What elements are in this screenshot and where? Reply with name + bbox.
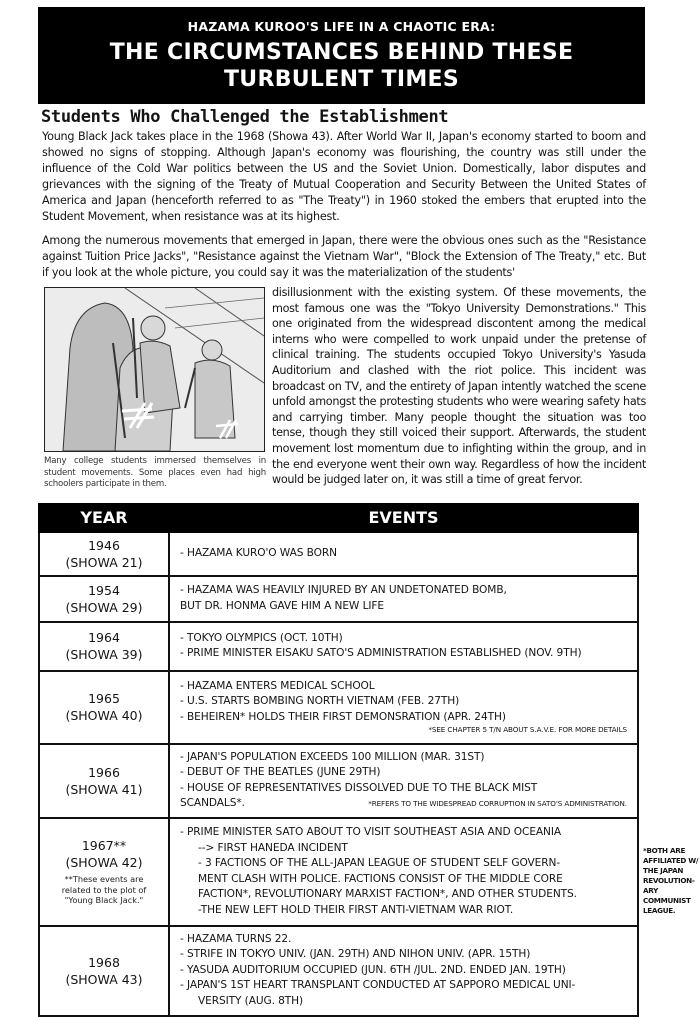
event-item: - HAZAMA TURNS 22. xyxy=(180,932,292,945)
event-item-continued xyxy=(180,796,627,812)
timeline-row xyxy=(39,926,638,1016)
event-item: - TOKYO OLYMPICS (OCT. 10TH) xyxy=(180,631,343,644)
event-item: - BEHEIREN* HOLDS THEIR FIRST DEMONSRATION (APR. 24TH) xyxy=(180,710,506,723)
timeline-row xyxy=(39,532,638,576)
event-item: - 3 FACTIONS OF THE ALL-JAPAN LEAGUE OF STUDENT SELF GOVERN- xyxy=(198,857,561,869)
event-item: BUT DR. HONMA GAVE HIM A NEW LIFE xyxy=(180,599,384,612)
event-item: --> FIRST HANEDA INCIDENT xyxy=(198,841,348,854)
protesting-students-drawing xyxy=(45,288,264,451)
year-value: 1965 xyxy=(88,691,120,706)
timeline-section xyxy=(38,503,700,1017)
year-value: 1954 xyxy=(88,582,120,598)
events-cell xyxy=(169,926,638,1016)
event-item: -THE NEW LEFT HOLD THEIR FIRST ANTI-VIETNAM WAR RIOT. xyxy=(198,903,514,916)
year-value: 1968 xyxy=(88,954,120,970)
event-item: - U.S. STARTS BOMBING NORTH VIETNAM (FEB. 27TH) xyxy=(180,695,460,708)
year-column-header: YEAR xyxy=(39,504,169,532)
showa-era: (SHOWA 40) xyxy=(65,708,143,723)
events-column-header: EVENTS xyxy=(169,504,638,532)
timeline-row xyxy=(39,744,638,818)
year-footnote: **These events are related to the plot of "Young Black Jack." xyxy=(61,874,147,906)
timeline-row xyxy=(39,622,638,671)
article-paragraph-1: Young Black Jack takes place in the 1968 (Showa 43). After World War II, Japan's economy started to boom and showed no signs of stopping. Although Japan's economy was flourishing, the country was still under the influence of the Cold War politics between the US and the Soviet Union. Domestically, labor disputes and grievances with the signing of the Treaty of Mutual Cooperation and Security Between the United States of America and Japan (henceforth referred to as "The Treaty") in 1960 stoked the embers that erupted into the Student Movement, when resistance was at its highest. xyxy=(42,130,646,223)
timeline-table xyxy=(38,503,639,1017)
timeline-row xyxy=(39,576,638,622)
year-cell xyxy=(39,576,169,622)
event-item: FACTION*, REVOLUTIONARY MARXIST FACTION*, AND OTHER STUDENTS. xyxy=(198,888,577,900)
events-cell xyxy=(169,818,638,926)
figure-caption: Many college students immersed themselves in student movements. Some places even had high schoolers participate in them. xyxy=(44,456,266,489)
year-cell xyxy=(39,926,169,1016)
event-item: VERSITY (AUG. 8TH) xyxy=(198,994,304,1007)
year-cell xyxy=(39,532,169,576)
events-cell xyxy=(169,576,638,622)
article-paragraph-3: disillusionment with the existing system. Of these movements, the most famous one was the "Tokyo University Demonstrations." This one originated from the widespread discontent among the medical interns who were compelled to work unpaid under the pretense of clinical training. The students occupied Tokyo University's Yasuda Auditorium and clashed with the riot police. This incident was broadcast on TV, and the entirety of Japan intently watched the scene unfold amongst the protesting students who were wearing safety hats and carrying timber. Many people thought the situation was too tense, though they still voiced their support. Afterwards, the student movement lost momentum due to infighting within the group, and in the end everyone went their own way. Regardless of how the incident would be judged later on, it was still a time of great fervor. xyxy=(272,286,646,487)
showa-era: (SHOWA 42) xyxy=(65,855,143,871)
timeline-header-row xyxy=(39,504,638,532)
event-item: - JAPAN'S POPULATION EXCEEDS 100 MILLION (MAR. 31ST) xyxy=(180,750,485,763)
event-item: - JAPAN'S 1ST HEART TRANSPLANT CONDUCTED AT SAPPORO MEDICAL UNI- xyxy=(180,979,576,992)
banner-subtitle: HAZAMA KUROO'S LIFE IN A CHAOTIC ERA: xyxy=(187,19,496,34)
year-value: 1964 xyxy=(88,630,120,645)
year-cell xyxy=(39,818,169,926)
figure-block xyxy=(44,287,266,491)
showa-era: (SHOWA 43) xyxy=(65,971,143,987)
row-footnote: *REFERS TO THE WIDESPREAD CORRUPTION IN SATO'S ADMINISTRATION. xyxy=(368,799,627,808)
manga-panel-illustration xyxy=(44,287,265,452)
year-cell xyxy=(39,671,169,744)
timeline-row xyxy=(39,671,638,744)
event-text: SCANDALS*. xyxy=(180,797,245,809)
event-item: - YASUDA AUDITORIUM OCCUPIED (JUN. 6TH /JUL. 2ND. ENDED JAN. 19TH) xyxy=(180,963,566,976)
year-cell xyxy=(39,622,169,671)
year-cell xyxy=(39,744,169,818)
article-body xyxy=(42,129,646,495)
section-heading: Students Who Challenged the Establishment xyxy=(41,107,449,127)
timeline-row xyxy=(39,818,638,926)
showa-era: (SHOWA 21) xyxy=(65,554,143,570)
events-cell xyxy=(169,744,638,818)
banner-title: THE CIRCUMSTANCES BEHIND THESE TURBULENT TIMES xyxy=(109,40,574,92)
year-value: 1946 xyxy=(88,537,120,553)
events-cell xyxy=(169,671,638,744)
year-value: 1966 xyxy=(88,764,120,780)
year-value: 1967** xyxy=(81,838,127,854)
article-paragraph-2: Among the numerous movements that emerged in Japan, there were the obvious ones such as the "Resistance against Tuition Price Jacks", "Resistance against the Vietnam War", "Block the Extension of The Treaty," etc. But if you look at the whole picture, you could say it was the materialization of the students' xyxy=(42,234,646,279)
margin-footnote: *BOTH ARE AFFILIATED W/ THE JAPAN REVOLUTION-ARY COMMUNIST LEAGUE. xyxy=(643,845,699,915)
title-banner xyxy=(38,7,645,104)
event-item: - HAZAMA KURO'O WAS BORN xyxy=(180,546,337,559)
showa-era: (SHOWA 29) xyxy=(65,599,143,615)
event-item: - HAZAMA WAS HEAVILY INJURED BY AN UNDETONATED BOMB, xyxy=(180,584,507,596)
showa-era: (SHOWA 41) xyxy=(65,781,143,797)
events-cell xyxy=(169,532,638,576)
event-item: MENT CLASH WITH POLICE. FACTIONS CONSIST OF THE MIDDLE CORE xyxy=(198,872,563,885)
events-cell xyxy=(169,622,638,671)
showa-era: (SHOWA 39) xyxy=(65,647,143,662)
row-footnote: *SEE CHAPTER 5 T/N ABOUT S.A.V.E. FOR MORE DETAILS xyxy=(428,725,627,735)
event-item: - HOUSE OF REPRESENTATIVES DISSOLVED DUE TO THE BLACK MIST xyxy=(180,781,538,794)
event-item: - DEBUT OF THE BEATLES (JUNE 29TH) xyxy=(180,766,381,778)
event-item: - STRIFE IN TOKYO UNIV. (JAN. 29TH) AND NIHON UNIV. (APR. 15TH) xyxy=(180,948,531,961)
event-item: - HAZAMA ENTERS MEDICAL SCHOOL xyxy=(180,679,375,692)
event-item: - PRIME MINISTER SATO ABOUT TO VISIT SOUTHEAST ASIA AND OCEANIA xyxy=(180,826,562,838)
event-item: - PRIME MINISTER EISAKU SATO'S ADMINISTRATION ESTABLISHED (NOV. 9TH) xyxy=(180,647,582,659)
